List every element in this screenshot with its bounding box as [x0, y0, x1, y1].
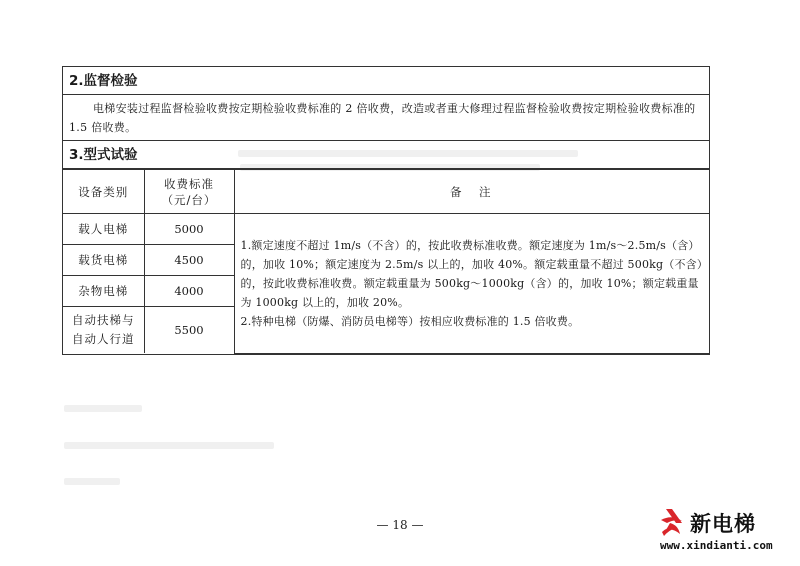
page-number: — 18 —	[376, 518, 424, 532]
table-header-row	[63, 170, 709, 214]
category-cell	[63, 307, 144, 354]
section-heading-supervision: 2.监督检验	[63, 67, 709, 95]
type-test-fee-table	[63, 169, 709, 354]
brand-url: www.xindianti.com	[660, 539, 773, 552]
category-cell: 载货电梯	[63, 245, 144, 276]
bleed-through-line	[64, 405, 142, 412]
supervision-paragraph: 电梯安装过程监督检验收费按定期检验收费标准的 2 倍收费，改造或者重大修理过程监督检验收费按定期检验收费标准的 1.5 倍收费。	[63, 95, 709, 141]
header-notes: 备 注	[234, 170, 709, 214]
fee-section-frame	[62, 66, 710, 355]
header-fee	[144, 170, 234, 214]
fee-cell: 5000	[144, 214, 234, 245]
header-fee-line2: （元/台）	[161, 192, 217, 207]
watermark-logo	[658, 506, 794, 562]
category-line: 自动扶梯与	[72, 313, 135, 327]
table-row	[63, 214, 709, 245]
notes-cell	[234, 214, 709, 354]
brand-mark-icon	[658, 506, 688, 538]
category-line: 自动人行道	[72, 332, 135, 346]
brand-name: 新电梯	[690, 512, 756, 536]
section-heading-type-test: 3.型式试验	[63, 141, 709, 169]
fee-cell: 4500	[144, 245, 234, 276]
category-cell: 杂物电梯	[63, 276, 144, 307]
category-cell: 载人电梯	[63, 214, 144, 245]
note-item: 2.特种电梯（防爆、消防员电梯等）按相应收费标准的 1.5 倍收费。	[240, 314, 580, 328]
header-category: 设备类别	[63, 170, 144, 214]
note-item: 1.额定速度不超过 1m/s（不含）的，按此收费标准收费。额定速度为 1m/s～2.5m/s（含）的，加收 10%；额定速度为 2.5m/s 以上的，加收 40%。额定载重量不超过 500kg（不含）的，按此收费标准收费。额定载重量为 500kg～1000kg（含）的，加收 10%；额定载重量为 1000kg 以上的，加收 20%。	[240, 238, 703, 309]
bleed-through-line	[64, 442, 274, 449]
fee-cell: 4000	[144, 276, 234, 307]
fee-cell: 5500	[144, 307, 234, 354]
header-fee-line1: 收费标准	[164, 176, 214, 191]
bleed-through-line	[64, 478, 120, 485]
